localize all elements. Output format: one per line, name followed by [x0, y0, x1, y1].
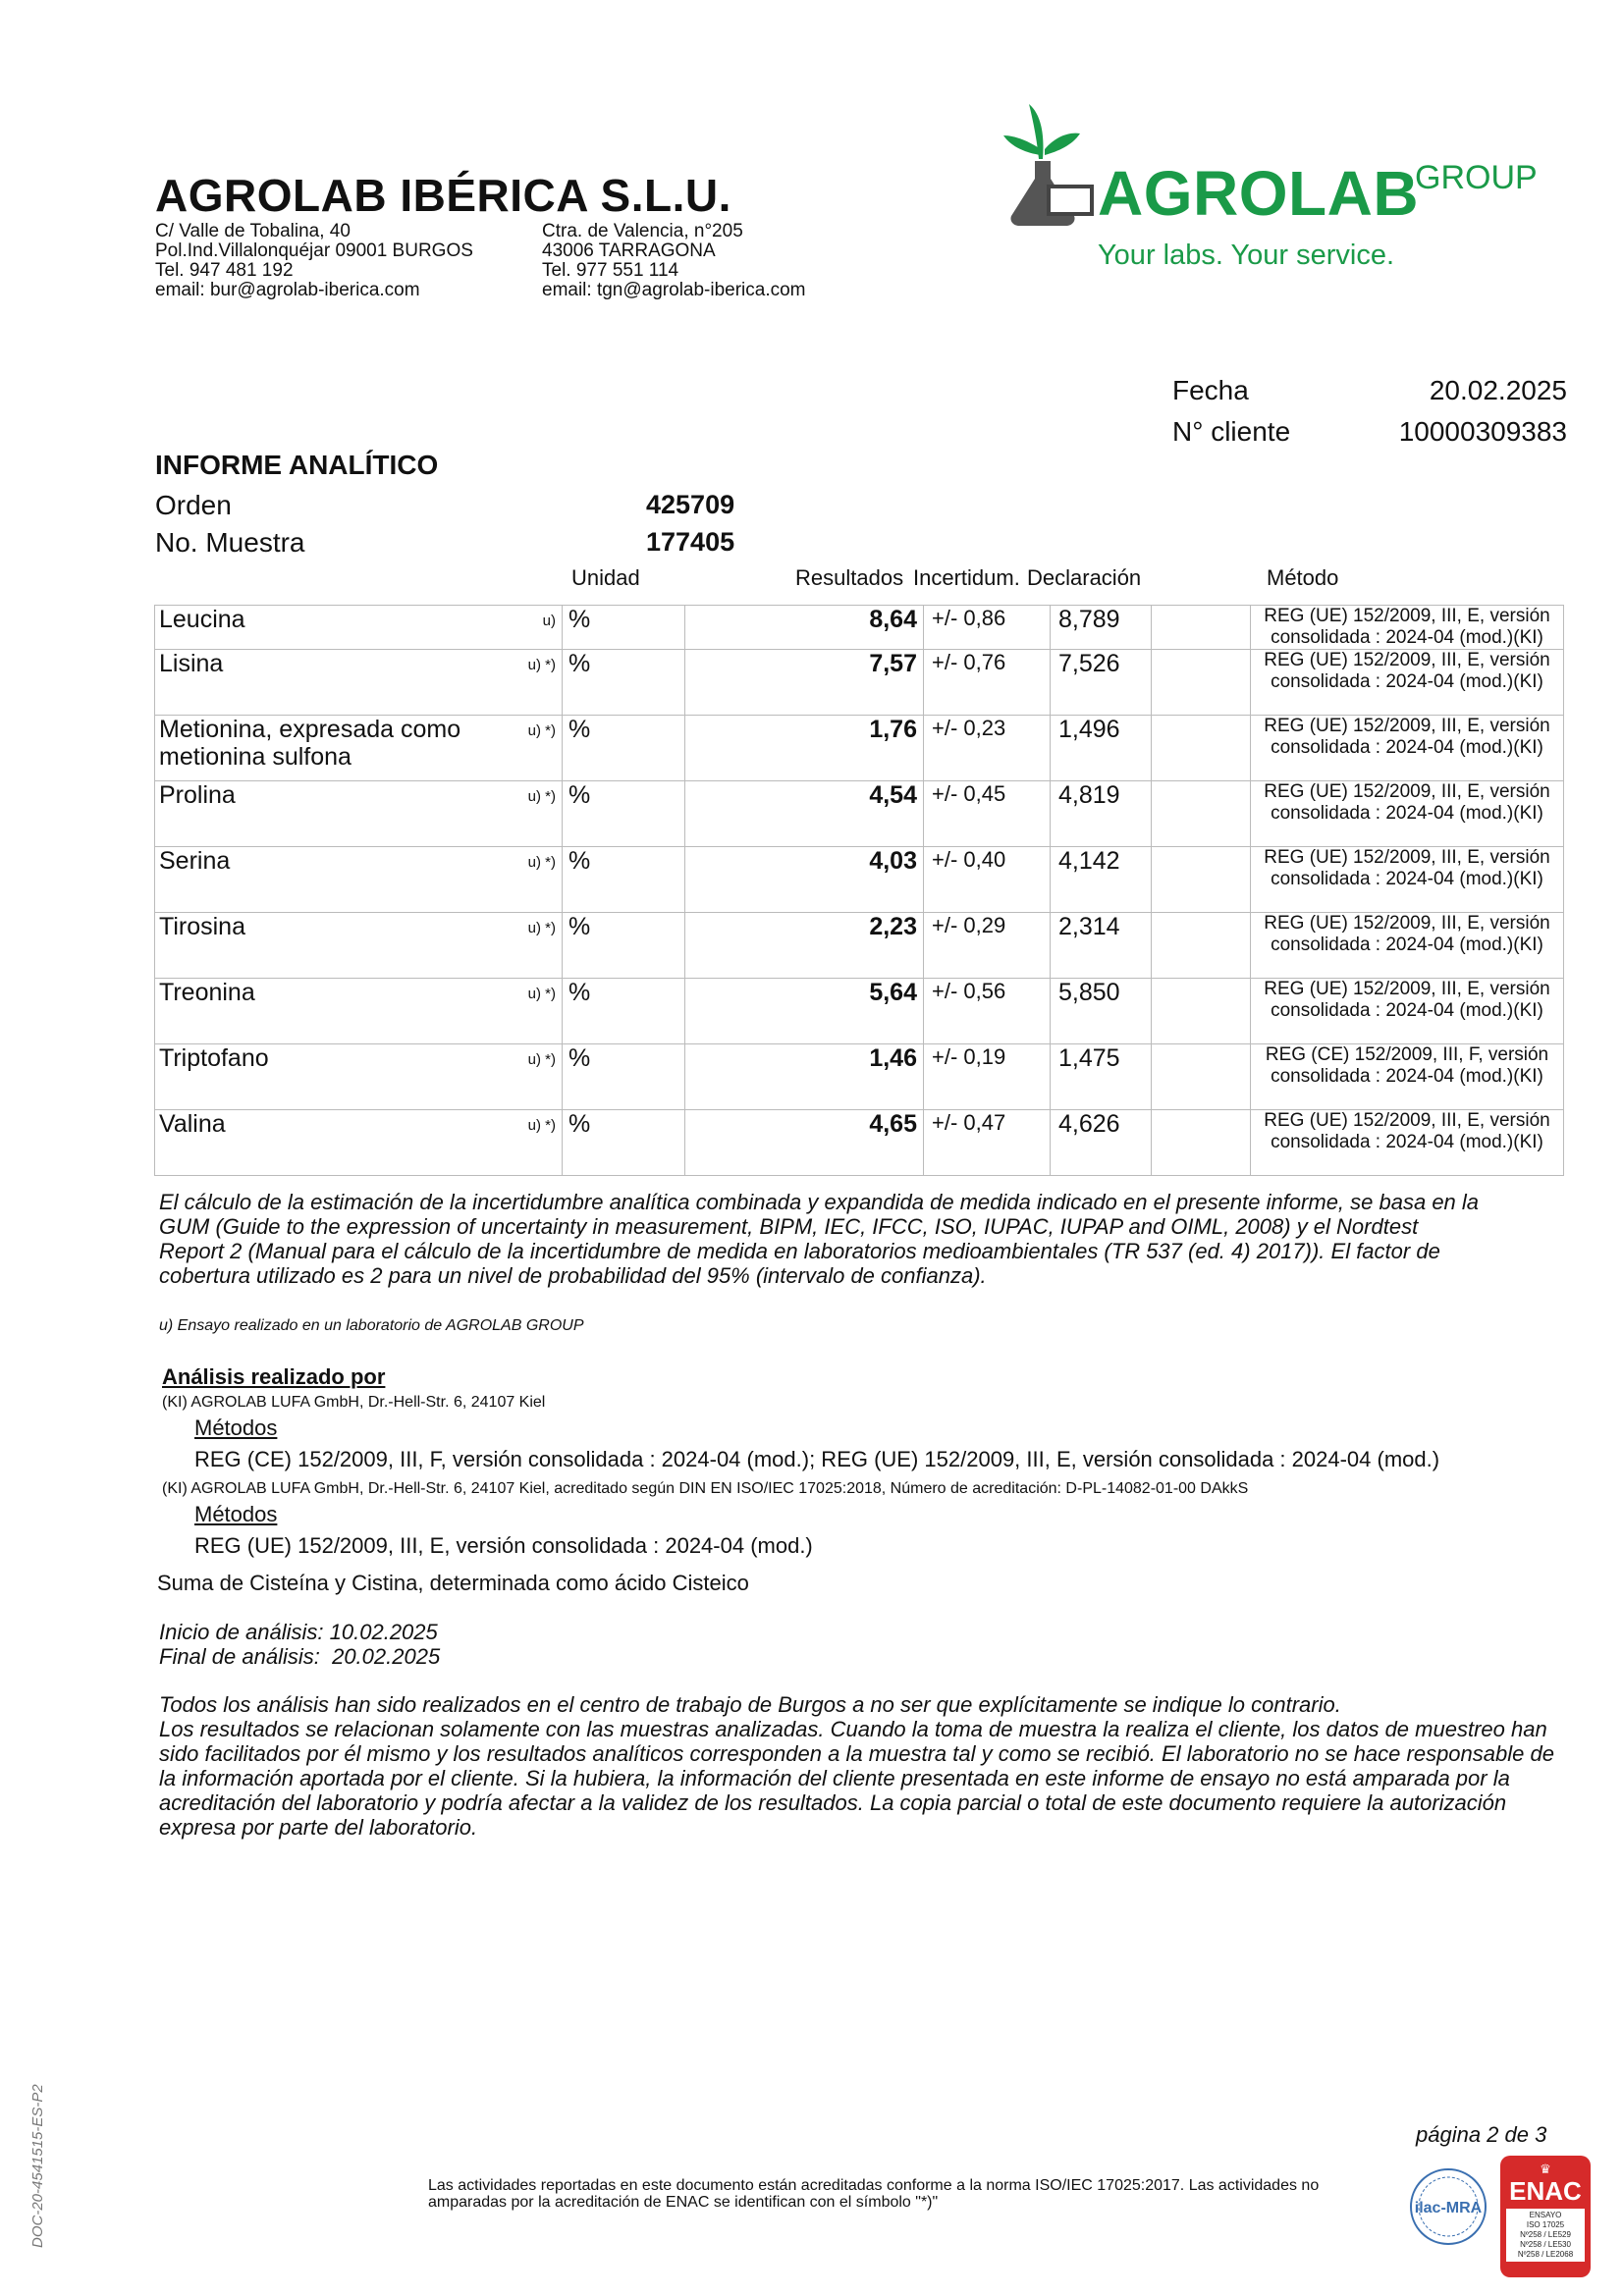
result-cell: 2,23: [685, 913, 924, 979]
address-line: Ctra. de Valencia, n°205: [542, 221, 743, 241]
param-name: Treonina: [159, 979, 255, 1006]
declaration-cell: 1,496: [1051, 716, 1152, 781]
logo-group: GROUP: [1415, 159, 1538, 196]
analisis-title: Análisis realizado por: [162, 1364, 386, 1389]
method-cell: REG (UE) 152/2009, III, E, versión consolidada : 2024-04 (mod.)(KI): [1251, 847, 1564, 913]
param-cell: [155, 1044, 563, 1110]
method-cell: REG (UE) 152/2009, III, E, versión consolidada : 2024-04 (mod.)(KI): [1251, 913, 1564, 979]
result-cell: 1,76: [685, 716, 924, 781]
method-cell: REG (UE) 152/2009, III, E, versión consolidada : 2024-04 (mod.)(KI): [1251, 979, 1564, 1044]
result-cell: 8,64: [685, 606, 924, 650]
lab-line-1: (KI) AGROLAB LUFA GmbH, Dr.-Hell-Str. 6, 24107 Kiel: [162, 1394, 546, 1411]
agrolab-plant-flask-icon: [990, 90, 1098, 228]
param-cell: [155, 847, 563, 913]
page-number: página 2 de 3: [1416, 2122, 1547, 2147]
footer-accreditation: Las actividades reportadas en este documento están acreditadas conforme a la norma ISO/IEC 17025:2017. Las actividades no amparadas por la acreditación de ENAC se identifican con el símbolo "*)": [428, 2177, 1320, 2211]
logo-wordmark: AGROLAB: [1098, 158, 1420, 229]
empty-cell: [1152, 913, 1251, 979]
enac-sub-line: ENSAYO: [1529, 2211, 1562, 2219]
declaration-cell: 5,850: [1051, 979, 1152, 1044]
company-name: AGROLAB IBÉRICA S.L.U.: [155, 170, 731, 221]
address-line: C/ Valle de Tobalina, 40: [155, 221, 351, 241]
lab-line-2: (KI) AGROLAB LUFA GmbH, Dr.-Hell-Str. 6, 24107 Kiel, acreditado según DIN EN ISO/IEC 17025:2018, Número de acreditación: D-PL-14082-01-00 DAkkS: [162, 1480, 1249, 1497]
enac-sub-line: Nº258 / LE529: [1520, 2230, 1571, 2239]
logo-slogan: Your labs. Your service.: [1098, 240, 1395, 271]
accreditation-mark: u): [542, 613, 556, 629]
declaration-cell: 4,142: [1051, 847, 1152, 913]
empty-cell: [1152, 781, 1251, 847]
unit-cell: %: [563, 847, 685, 913]
param-name: Triptofano: [159, 1044, 269, 1072]
empty-cell: [1152, 979, 1251, 1044]
results-table: [154, 605, 1564, 1176]
address-line: email: bur@agrolab-iberica.com: [155, 280, 420, 300]
enac-sub-line: ISO 17025: [1526, 2220, 1565, 2229]
doc-code: DOC-20-4541515-ES-P2: [29, 2084, 46, 2248]
footnote-u: u) Ensayo realizado en un laboratorio de AGROLAB GROUP: [159, 1317, 584, 1334]
ilac-mra-logo: [1404, 2160, 1492, 2248]
header-incertidum: Incertidum.: [913, 565, 1020, 590]
unit-cell: %: [563, 913, 685, 979]
uncertainty-cell: +/- 0,19: [924, 1044, 1051, 1110]
enac-sub: [1506, 2209, 1585, 2262]
table-row: [155, 979, 1564, 1044]
uncertainty-cell: +/- 0,76: [924, 650, 1051, 716]
address-line: Tel. 947 481 192: [155, 260, 294, 281]
param-cell: [155, 979, 563, 1044]
uncertainty-note: El cálculo de la estimación de la incertidumbre analítica combinada y expandida de medida indicado en el presente informe, se basa en la GUM (Guide to the expression of uncertainty in measurement, BIPM, IEC, IFCC, ISO, IUPAC, IUPAP and OIML, 2008) y el Nordtest Report 2 (Manual para el cálculo de la incertidumbre de medida en laboratorios medioambientales (TR 537 (ed. 4) 2017)). El factor de cobertura utilizado es 2 para un nivel de probabilidad del 95% (intervalo de confianza).: [159, 1190, 1480, 1288]
accreditation-mark: u) *): [527, 788, 556, 805]
result-cell: 7,57: [685, 650, 924, 716]
accreditation-mark: u) *): [527, 986, 556, 1002]
table-row: [155, 1110, 1564, 1176]
method-cell: REG (UE) 152/2009, III, E, versión consolidada : 2024-04 (mod.)(KI): [1251, 781, 1564, 847]
final-note-line1: Todos los análisis han sido realizados en el centro de trabajo de Burgos a no ser que explícitamente se indique lo contrario.: [159, 1692, 1341, 1717]
header-declaracion: Declaración: [1027, 565, 1142, 590]
method-cell: REG (UE) 152/2009, III, E, versión consolidada : 2024-04 (mod.)(KI): [1251, 606, 1564, 650]
accreditation-mark: u) *): [527, 657, 556, 673]
suma-note: Suma de Cisteína y Cistina, determinada como ácido Cisteico: [157, 1571, 749, 1595]
uncertainty-cell: +/- 0,23: [924, 716, 1051, 781]
header-resultados: Resultados: [795, 565, 904, 590]
empty-cell: [1152, 847, 1251, 913]
accreditation-mark: u) *): [527, 722, 556, 739]
metodos-value-2: REG (UE) 152/2009, III, E, versión consolidada : 2024-04 (mod.): [194, 1533, 813, 1558]
param-cell: [155, 1110, 563, 1176]
crown-icon: ♛: [1540, 2162, 1551, 2176]
param-name: Lisina: [159, 650, 224, 677]
table-row: [155, 716, 1564, 781]
param-cell: [155, 716, 563, 781]
param-cell: [155, 913, 563, 979]
declaration-cell: 7,526: [1051, 650, 1152, 716]
orden-label: Orden: [155, 490, 232, 520]
final-note-rest: Los resultados se relacionan solamente con las muestras analizadas. Cuando la toma de muestra la realiza el cliente, los datos de muestreo han sido facilitados por él mismo y los resultados analíticos corresponden a la muestra tal y como se recibió. El laboratorio no se hace responsable de la información aportada por el cliente. Si la hubiera, la información del cliente presentada en este informe de ensayo no está amparada por la acreditación del laboratorio y podría afectar a la validez de los resultados. La copia parcial o total de este documento requiere la autorización expresa por parte del laboratorio.: [159, 1717, 1554, 1840]
address-line: 43006 TARRAGONA: [542, 240, 716, 261]
header-unidad: Unidad: [571, 565, 640, 590]
empty-cell: [1152, 650, 1251, 716]
address-line: Tel. 977 551 114: [542, 260, 679, 281]
accreditation-mark: u) *): [527, 1051, 556, 1068]
cliente-label: N° cliente: [1172, 416, 1291, 447]
metodos-heading-1: Métodos: [194, 1415, 278, 1440]
result-cell: 1,46: [685, 1044, 924, 1110]
cliente-value: 10000309383: [1398, 416, 1567, 447]
unit-cell: %: [563, 781, 685, 847]
result-cell: 4,03: [685, 847, 924, 913]
table-row: [155, 781, 1564, 847]
declaration-cell: 4,626: [1051, 1110, 1152, 1176]
table-row: [155, 913, 1564, 979]
uncertainty-cell: +/- 0,40: [924, 847, 1051, 913]
method-cell: REG (CE) 152/2009, III, F, versión consolidada : 2024-04 (mod.)(KI): [1251, 1044, 1564, 1110]
empty-cell: [1152, 716, 1251, 781]
method-cell: REG (UE) 152/2009, III, E, versión consolidada : 2024-04 (mod.)(KI): [1251, 716, 1564, 781]
uncertainty-cell: +/- 0,45: [924, 781, 1051, 847]
header-metodo: Método: [1267, 565, 1339, 590]
muestra-value: 177405: [646, 527, 735, 557]
unit-cell: %: [563, 716, 685, 781]
unit-cell: %: [563, 1044, 685, 1110]
report-title: INFORME ANALÍTICO: [155, 450, 439, 480]
param-name: Valina: [159, 1110, 226, 1138]
address-line: email: tgn@agrolab-iberica.com: [542, 280, 806, 300]
empty-cell: [1152, 606, 1251, 650]
address-burgos: [155, 222, 473, 300]
unit-cell: %: [563, 606, 685, 650]
param-name: Serina: [159, 847, 231, 875]
declaration-cell: 8,789: [1051, 606, 1152, 650]
result-cell: 4,65: [685, 1110, 924, 1176]
uncertainty-cell: +/- 0,56: [924, 979, 1051, 1044]
table-row: [155, 650, 1564, 716]
unit-cell: %: [563, 979, 685, 1044]
enac-sub-line: Nº258 / LE2068: [1517, 2250, 1574, 2259]
accreditation-mark: u) *): [527, 1117, 556, 1134]
fecha-label: Fecha: [1172, 375, 1249, 405]
param-name: Prolina: [159, 781, 236, 809]
orden-value: 425709: [646, 490, 735, 519]
uncertainty-cell: +/- 0,86: [924, 606, 1051, 650]
uncertainty-cell: +/- 0,47: [924, 1110, 1051, 1176]
table-row: [155, 606, 1564, 650]
declaration-cell: 1,475: [1051, 1044, 1152, 1110]
address-tarragona: [542, 222, 806, 300]
metodos-value-1: REG (CE) 152/2009, III, F, versión consolidada : 2024-04 (mod.); REG (UE) 152/2009, III, E, versión consolidada : 2024-04 (mod.): [194, 1447, 1440, 1471]
enac-badge: [1500, 2156, 1591, 2277]
analysis-dates: [159, 1620, 440, 1669]
param-name: Leucina: [159, 606, 245, 633]
enac-title: ENAC: [1509, 2176, 1582, 2206]
accreditation-mark: u) *): [527, 854, 556, 871]
method-cell: REG (UE) 152/2009, III, E, versión consolidada : 2024-04 (mod.)(KI): [1251, 1110, 1564, 1176]
param-cell: [155, 781, 563, 847]
unit-cell: %: [563, 650, 685, 716]
final-note: [159, 1692, 1573, 1840]
table-row: [155, 847, 1564, 913]
uncertainty-cell: +/- 0,29: [924, 913, 1051, 979]
empty-cell: [1152, 1044, 1251, 1110]
muestra-label: No. Muestra: [155, 527, 305, 558]
method-cell: REG (UE) 152/2009, III, E, versión consolidada : 2024-04 (mod.)(KI): [1251, 650, 1564, 716]
fecha-value: 20.02.2025: [1429, 375, 1567, 405]
metodos-heading-2: Métodos: [194, 1502, 278, 1526]
declaration-cell: 4,819: [1051, 781, 1152, 847]
param-name: Tirosina: [159, 913, 245, 940]
accreditation-mark: u) *): [527, 920, 556, 936]
unit-cell: %: [563, 1110, 685, 1176]
table-row: [155, 1044, 1564, 1110]
result-cell: 5,64: [685, 979, 924, 1044]
declaration-cell: 2,314: [1051, 913, 1152, 979]
param-name: Metionina, expresada como metionina sulfona: [159, 716, 461, 771]
enac-sub-line: Nº258 / LE530: [1520, 2240, 1571, 2249]
empty-cell: [1152, 1110, 1251, 1176]
ilac-text: ilac-MRA: [1414, 2200, 1483, 2216]
param-cell: [155, 650, 563, 716]
address-line: Pol.Ind.Villalonquéjar 09001 BURGOS: [155, 240, 473, 261]
inicio-date: Inicio de análisis: 10.02.2025: [159, 1620, 438, 1644]
result-cell: 4,54: [685, 781, 924, 847]
param-cell: [155, 606, 563, 650]
final-date: Final de análisis: 20.02.2025: [159, 1644, 441, 1669]
